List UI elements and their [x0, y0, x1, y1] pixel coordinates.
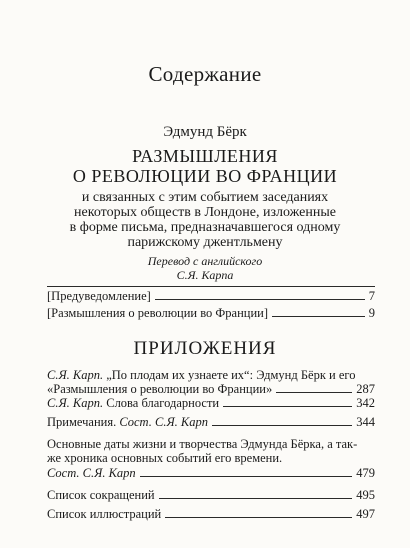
work-subtitle — [60, 190, 350, 250]
toc-entry-label: [Предуведомление] — [47, 289, 151, 303]
appendix-entry-abbreviations[interactable] — [47, 488, 375, 502]
entry-page: 342 — [356, 396, 375, 410]
toc-entry-page: 7 — [368, 289, 375, 303]
translation-credit — [0, 254, 410, 282]
entry-author: С.Я. Карп. — [47, 396, 104, 410]
entry-author: Сост. С.Я. Карп — [119, 415, 208, 429]
toc-top-rule — [47, 286, 375, 287]
subtitle-line: и связанных с этим событием заседаниях — [81, 190, 329, 205]
appendix-entry-essay[interactable] — [47, 368, 375, 382]
entry-page: 497 — [356, 507, 375, 521]
appendix-entry-notes[interactable] — [47, 415, 375, 429]
toc-leader — [212, 425, 352, 426]
appendix-heading: ПРИЛОЖЕНИЯ — [133, 338, 277, 359]
toc-leader — [272, 316, 365, 317]
entry-line: же хроника основных событий его времени. — [47, 451, 283, 465]
translation-line: Перевод с английского — [147, 254, 263, 268]
entry-author: Сост. С.Я. Карп — [47, 466, 136, 480]
entry-title: „По плодам их узнаете их“: Эдмунд Бёрк и его — [103, 368, 356, 382]
subtitle-line: некоторых обществ в Лондоне, изложенные — [74, 205, 336, 220]
toc-leader — [159, 498, 353, 499]
entry-label — [47, 396, 219, 410]
entry-label — [47, 415, 208, 429]
entry-author: С.Я. Карп. — [47, 368, 104, 382]
entry-line — [47, 368, 375, 382]
appendix-entry-chronology[interactable] — [47, 437, 375, 465]
toc-entry-preface[interactable] — [47, 289, 375, 303]
toc-entry-main-text[interactable] — [47, 306, 375, 320]
entry-page: 495 — [356, 488, 375, 502]
toc-leader — [165, 517, 352, 518]
entry-line: Основные даты жизни и творчества Эдмунда Бёрка, а так- — [47, 437, 358, 451]
work-title — [0, 146, 410, 186]
translator-name: С.Я. Карпа — [176, 268, 234, 282]
entry-title: Слова благодарности — [103, 396, 220, 410]
toc-entry-page: 9 — [368, 306, 375, 320]
entry-page: 479 — [356, 466, 375, 480]
entry-title: Список сокращений — [47, 488, 155, 502]
work-title-line: РАЗМЫШЛЕНИЯ — [132, 146, 278, 166]
entry-title-cont: «Размышления о революции во Франции» — [47, 382, 273, 396]
subtitle-line: парижскому джентльмену — [127, 235, 283, 250]
appendix-entry-essay-line2[interactable] — [47, 382, 375, 396]
appendix-entry-illustrations[interactable] — [47, 507, 375, 521]
work-title-line: О РЕВОЛЮЦИИ ВО ФРАНЦИИ — [72, 166, 338, 186]
page-title: Содержание — [148, 62, 262, 86]
entry-page: 344 — [356, 415, 375, 429]
toc-leader — [223, 406, 352, 407]
entry-title: Примечания. — [47, 415, 120, 429]
subtitle-line: в форме письма, предназначавшегося одному — [69, 220, 341, 235]
appendix-entry-thanks[interactable] — [47, 396, 375, 410]
entry-page: 287 — [356, 382, 375, 396]
toc-leader — [140, 476, 353, 477]
toc-leader — [155, 299, 365, 300]
entry-title: Список иллюстраций — [47, 507, 162, 521]
author-name: Эдмунд Бёрк — [163, 124, 247, 140]
appendix-entry-chronology-line3[interactable] — [47, 466, 375, 480]
toc-leader — [276, 392, 352, 393]
toc-entry-label: [Размышления о революции во Франции] — [47, 306, 269, 320]
